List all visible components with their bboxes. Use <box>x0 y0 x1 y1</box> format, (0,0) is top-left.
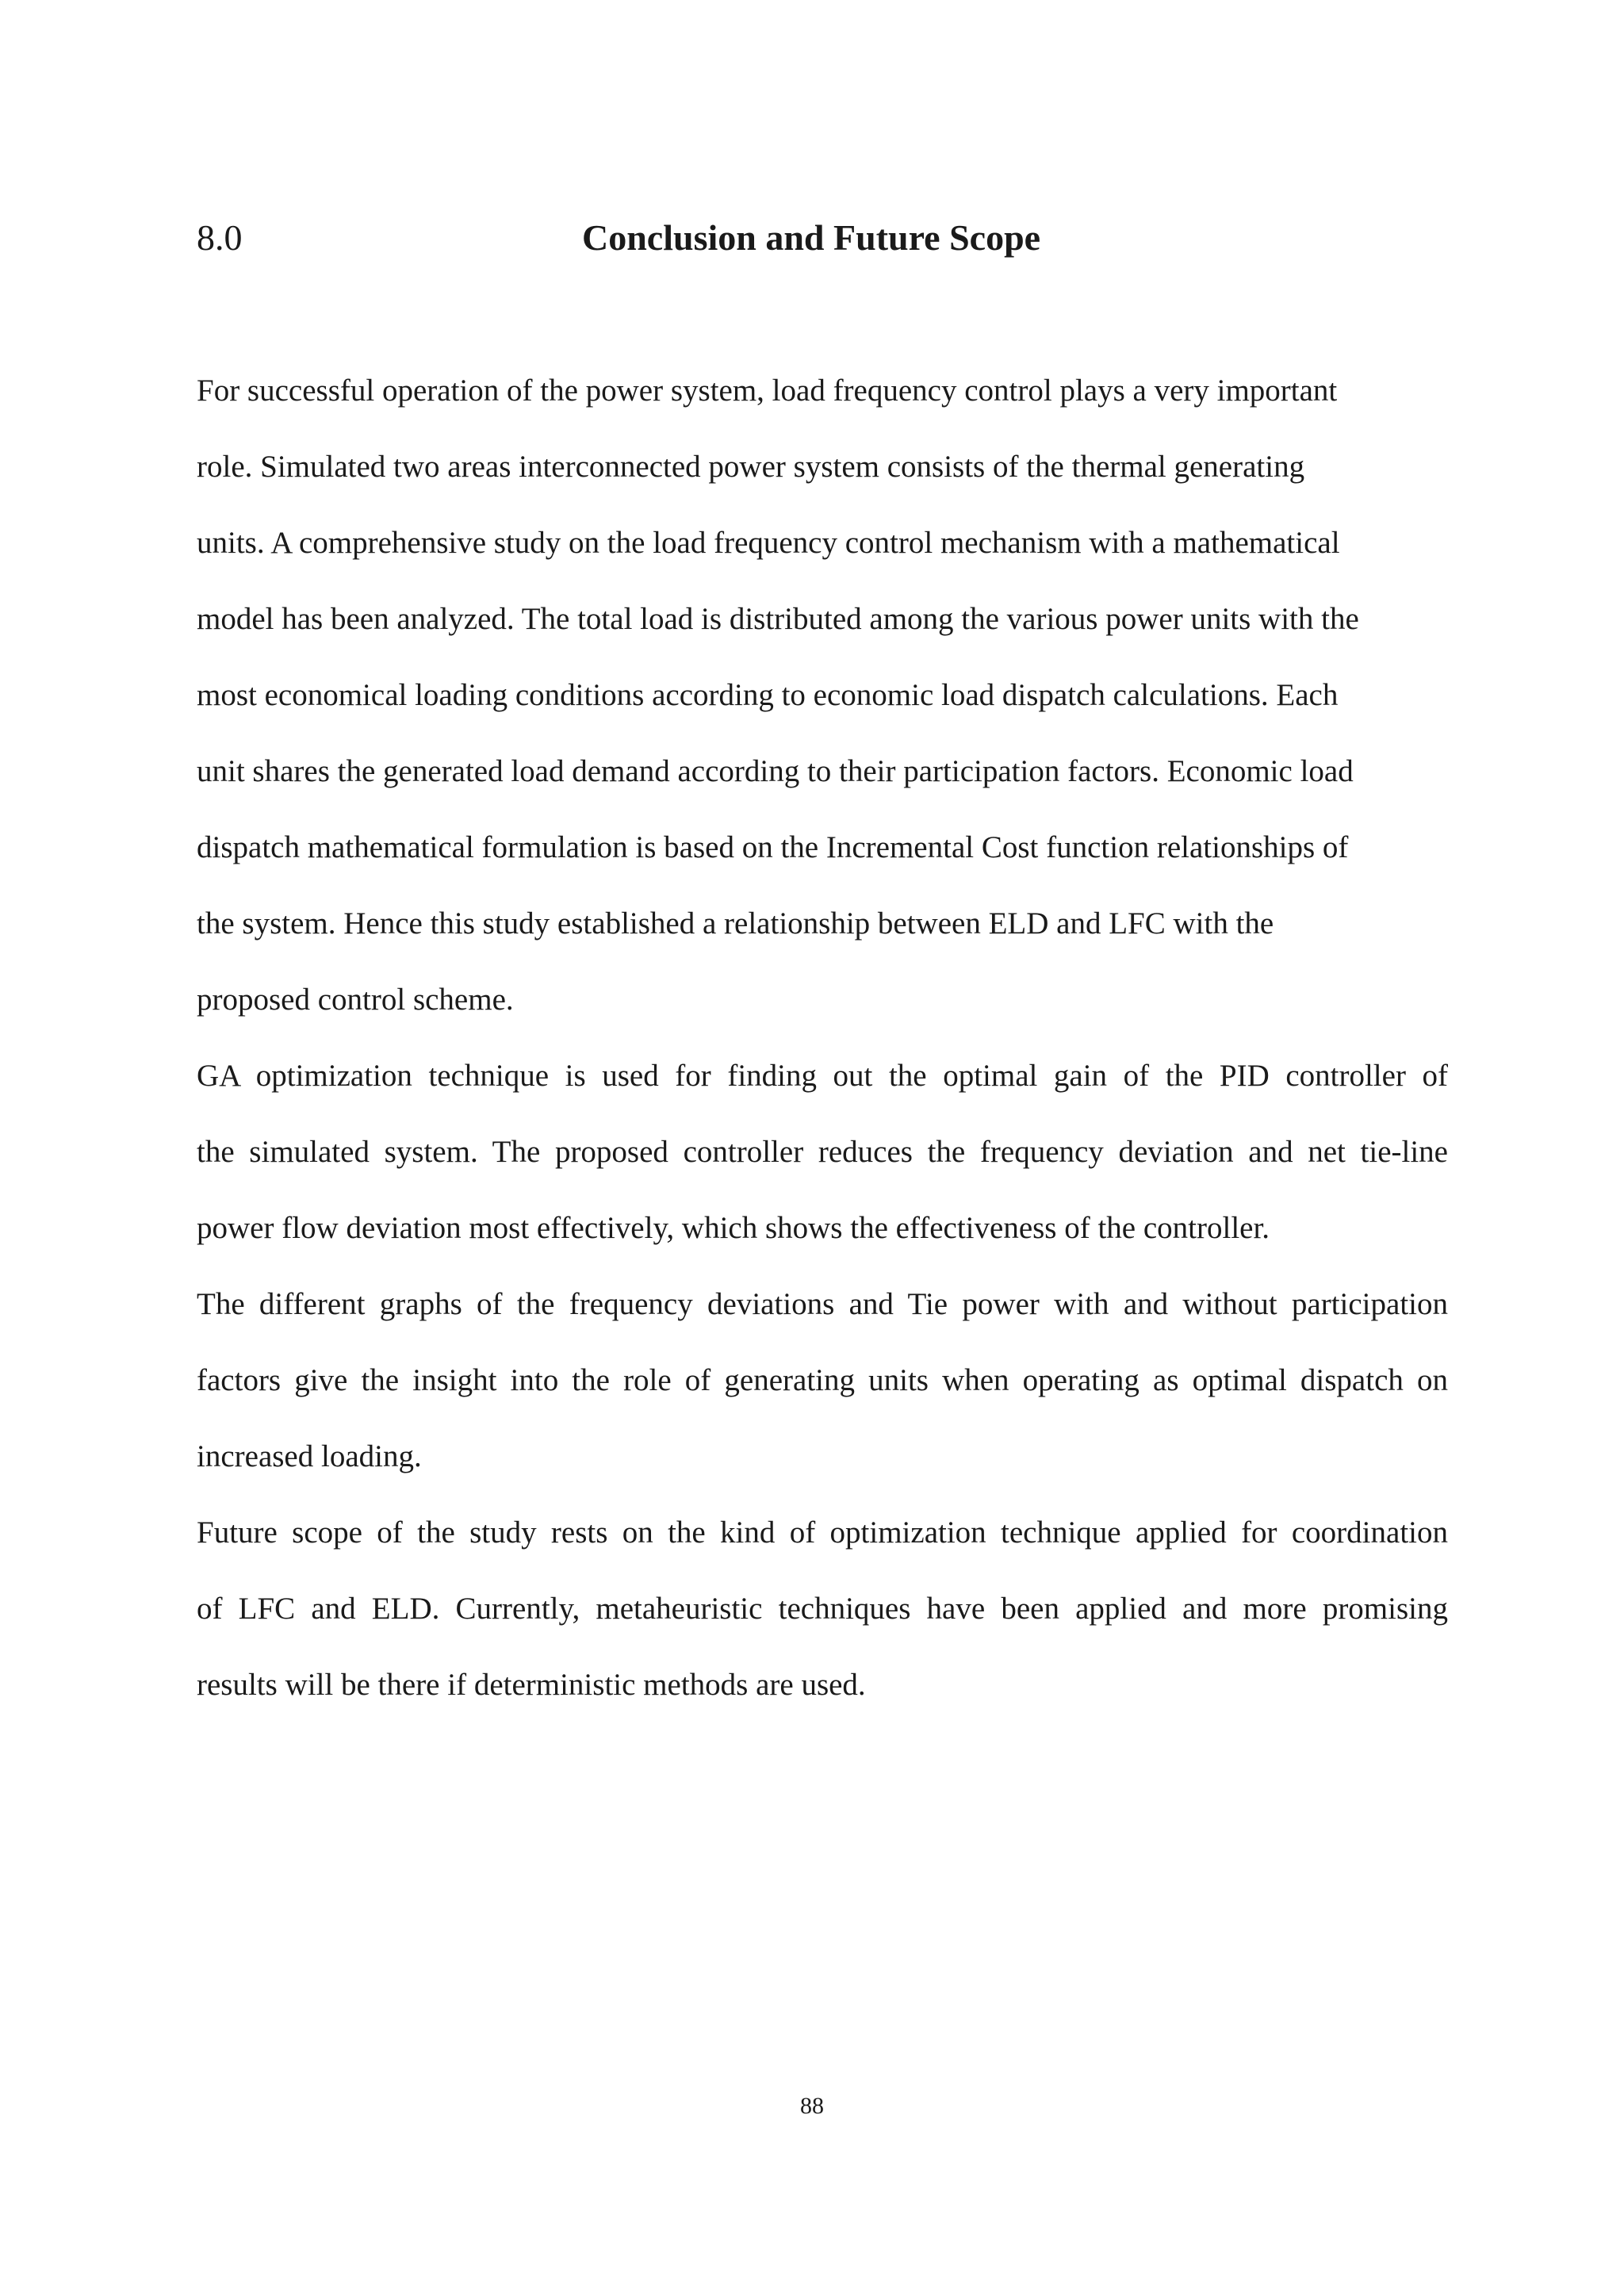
text-line: most economical loading conditions according to economic load dispatch calculations. Each <box>197 678 1339 712</box>
text-line: GA optimization technique is used for finding out the optimal gain of the PID controller of <box>197 1059 1448 1093</box>
paragraph-1 <box>197 367 1448 1052</box>
section-number: 8.0 <box>197 217 243 258</box>
text-line: For successful operation of the power system, load frequency control plays a very important <box>197 374 1338 408</box>
text-line: proposed control scheme. <box>197 983 514 1017</box>
text-line: power flow deviation most effectively, which shows the effectiveness of the controller. <box>197 1211 1270 1245</box>
text-line: The different graphs of the frequency deviations and Tie power with and without participation <box>197 1287 1448 1321</box>
text-line: results will be there if deterministic methods are used. <box>197 1668 866 1702</box>
text-line: the system. Hence this study established a relationship between ELD and LFC with the <box>197 906 1274 941</box>
text-line: units. A comprehensive study on the load frequency control mechanism with a mathematical <box>197 526 1340 560</box>
section-title: Conclusion and Future Scope <box>582 217 1041 258</box>
text-line: increased loading. <box>197 1439 422 1473</box>
paragraph-3 <box>197 1281 1448 1509</box>
text-line: dispatch mathematical formulation is based on the Incremental Cost function relationships of <box>197 830 1349 864</box>
body-text <box>197 367 1448 1738</box>
text-line: unit shares the generated load demand according to their participation factors. Economic load <box>197 754 1354 788</box>
text-line: the simulated system. The proposed controller reduces the frequency deviation and net tie-line <box>197 1135 1448 1169</box>
text-line: of LFC and ELD. Currently, metaheuristic techniques have been applied and more promising <box>197 1592 1448 1626</box>
text-line: Future scope of the study rests on the kind of optimization technique applied for coordination <box>197 1515 1448 1550</box>
text-line: factors give the insight into the role of generating units when operating as optimal dispatch on <box>197 1363 1448 1397</box>
paragraph-2 <box>197 1052 1448 1281</box>
text-line: model has been analyzed. The total load is distributed among the various power units with the <box>197 602 1359 636</box>
page-number: 88 <box>800 2093 824 2119</box>
text-line: role. Simulated two areas interconnected power system consists of the thermal generating <box>197 450 1305 484</box>
paragraph-4 <box>197 1509 1448 1738</box>
